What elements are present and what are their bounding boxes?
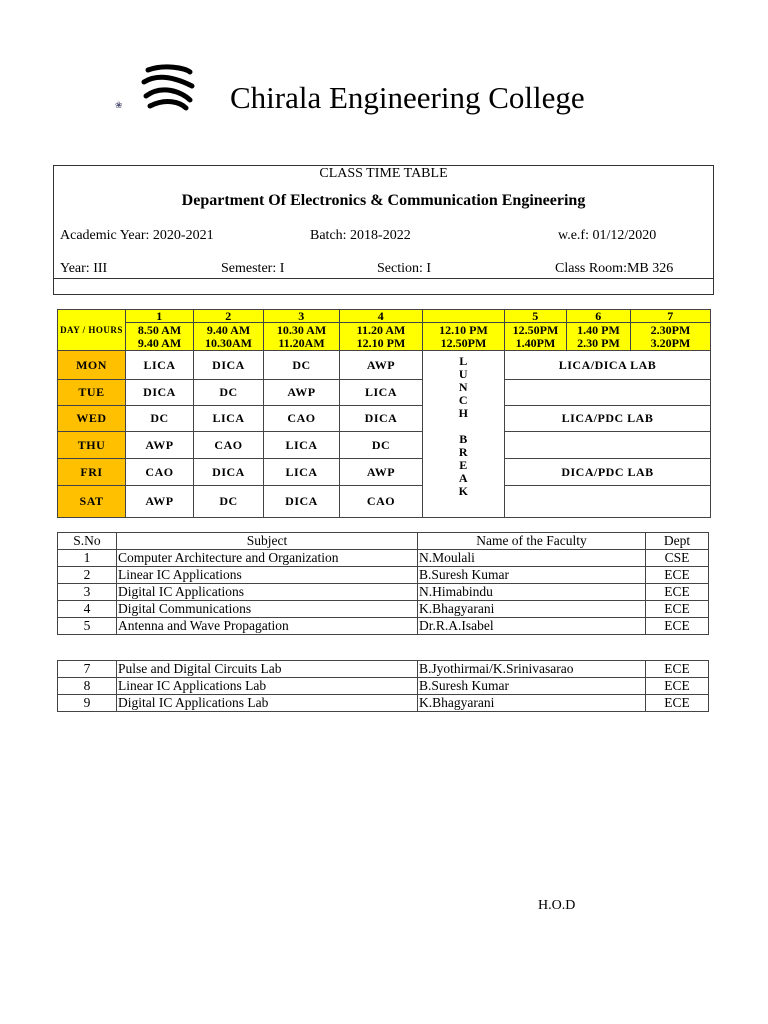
wef-date: w.e.f: 01/12/2020 xyxy=(558,228,657,243)
class-slot: CAO xyxy=(264,406,340,432)
serial-number: 8 xyxy=(58,678,117,695)
afternoon-lab xyxy=(505,380,711,406)
class-slot: DC xyxy=(340,432,423,459)
divider xyxy=(54,278,713,279)
dept: ECE xyxy=(646,695,709,712)
period-number: 1 xyxy=(126,310,194,323)
class-slot: AWP xyxy=(264,380,340,406)
column-header: S.No xyxy=(58,533,117,550)
header-box xyxy=(53,165,714,295)
department-name: Department Of Electronics & Communication Engineering xyxy=(181,192,586,209)
dept: ECE xyxy=(646,601,709,618)
dept: ECE xyxy=(646,584,709,601)
afternoon-lab: DICA/PDC LAB xyxy=(505,459,711,486)
day-row xyxy=(58,486,711,518)
faculty-name: K.Bhagyarani xyxy=(418,695,646,712)
period-start: 2.30PM xyxy=(650,322,691,337)
class-slot: LICA xyxy=(194,406,264,432)
class-slot: CAO xyxy=(126,459,194,486)
period-end: 1.40PM xyxy=(515,335,556,350)
table-row xyxy=(58,550,709,567)
class-slot: LICA xyxy=(340,380,423,406)
afternoon-lab: LICA/PDC LAB xyxy=(505,406,711,432)
subject-name: Digital IC Applications xyxy=(117,584,418,601)
faculty-name: B.Jyothirmai/K.Srinivasarao xyxy=(418,661,646,678)
class-slot: DC xyxy=(126,406,194,432)
semester: Semester: I xyxy=(221,261,285,276)
period-end: 9.40 AM xyxy=(137,335,182,350)
faculty-name: K.Bhagyarani xyxy=(418,601,646,618)
batch: Batch: 2018-2022 xyxy=(310,228,411,243)
period-start: 10.30 AM xyxy=(276,322,327,337)
serial-number: 2 xyxy=(58,567,117,584)
class-slot: DICA xyxy=(126,380,194,406)
faculty-name: N.Himabindu xyxy=(418,584,646,601)
period-start: 1.40 PM xyxy=(577,322,620,337)
period-time xyxy=(340,323,423,351)
year: Year: III xyxy=(60,261,108,276)
period-number: 4 xyxy=(340,310,423,323)
afternoon-lab xyxy=(505,432,711,459)
serial-number: 1 xyxy=(58,550,117,567)
dept: ECE xyxy=(646,678,709,695)
table-row xyxy=(58,584,709,601)
faculty-name: B.Suresh Kumar xyxy=(418,678,646,695)
period-time xyxy=(126,323,194,351)
table-row xyxy=(58,695,709,712)
subject-name: Linear IC Applications xyxy=(117,567,418,584)
day-label: THU xyxy=(58,432,126,459)
subject-name: Digital Communications xyxy=(117,601,418,618)
period-start: 9.40 AM xyxy=(206,322,251,337)
dept: CSE xyxy=(646,550,709,567)
class-slot: DC xyxy=(194,486,264,518)
serial-number: 9 xyxy=(58,695,117,712)
day-row xyxy=(58,459,711,486)
table-row xyxy=(58,618,709,635)
period-time xyxy=(423,323,505,351)
lunch-letter: H xyxy=(458,406,469,420)
subject-name: Antenna and Wave Propagation xyxy=(117,618,418,635)
class-slot: DC xyxy=(194,380,264,406)
timetable-grid xyxy=(57,309,711,518)
period-end: 12.10 PM xyxy=(356,335,406,350)
period-time xyxy=(264,323,340,351)
faculty-name: N.Moulali xyxy=(418,550,646,567)
lunch-letter: K xyxy=(458,484,469,498)
class-slot: DICA xyxy=(194,459,264,486)
class-slot: AWP xyxy=(126,432,194,459)
period-end: 11.20AM xyxy=(278,335,325,350)
faculty-name: B.Suresh Kumar xyxy=(418,567,646,584)
period-start: 8.50 AM xyxy=(137,322,182,337)
lunch-break xyxy=(423,351,505,518)
lunch-letter: R xyxy=(458,445,469,459)
period-number: 5 xyxy=(505,310,567,323)
class-room: Class Room:MB 326 xyxy=(555,261,674,276)
lunch-letter: A xyxy=(458,471,469,485)
day-label: FRI xyxy=(58,459,126,486)
dept: ECE xyxy=(646,567,709,584)
table-row xyxy=(58,567,709,584)
class-slot: AWP xyxy=(126,486,194,518)
period-time xyxy=(194,323,264,351)
hod-signature: H.O.D xyxy=(538,898,576,913)
lunch-letter: U xyxy=(458,367,469,381)
college-logo-icon xyxy=(140,62,200,112)
class-slot: CAO xyxy=(340,486,423,518)
afternoon-lab: LICA/DICA LAB xyxy=(505,351,711,380)
subject-name: Linear IC Applications Lab xyxy=(117,678,418,695)
day-row xyxy=(58,406,711,432)
period-start: 12.50PM xyxy=(512,322,559,337)
day-row xyxy=(58,432,711,459)
class-slot: DICA xyxy=(264,486,340,518)
day-row xyxy=(58,380,711,406)
table-row xyxy=(58,661,709,678)
period-time xyxy=(505,323,567,351)
section: Section: I xyxy=(377,261,432,276)
period-time xyxy=(567,323,631,351)
period-end: 10.30AM xyxy=(205,335,252,350)
day-label: WED xyxy=(58,406,126,432)
column-header: Name of the Faculty xyxy=(418,533,646,550)
period-start: 11.20 AM xyxy=(356,322,406,337)
college-name: Chirala Engineering College xyxy=(230,80,585,115)
period-number: 6 xyxy=(567,310,631,323)
subject-name: Digital IC Applications Lab xyxy=(117,695,418,712)
period-number: 3 xyxy=(264,310,340,323)
class-slot: LICA xyxy=(264,432,340,459)
faculty-name: Dr.R.A.Isabel xyxy=(418,618,646,635)
class-slot: LICA xyxy=(264,459,340,486)
lunch-letter: L xyxy=(459,354,468,368)
lunch-letter: E xyxy=(459,458,468,472)
serial-number: 7 xyxy=(58,661,117,678)
period-start: 12.10 PM xyxy=(439,322,488,337)
subject-faculty-table xyxy=(57,532,709,635)
timetable-title: CLASS TIME TABLE xyxy=(319,166,448,181)
day-label: TUE xyxy=(58,380,126,406)
class-slot: DC xyxy=(264,351,340,380)
class-slot: CAO xyxy=(194,432,264,459)
subject-name: Pulse and Digital Circuits Lab xyxy=(117,661,418,678)
day-label: MON xyxy=(58,351,126,380)
small-emblem-icon: ❀ xyxy=(115,100,123,110)
lunch-letter: N xyxy=(458,380,469,394)
period-time xyxy=(631,323,711,351)
day-label: SAT xyxy=(58,486,126,518)
lunch-letter: B xyxy=(459,432,468,446)
class-slot: AWP xyxy=(340,459,423,486)
serial-number: 4 xyxy=(58,601,117,618)
day-row xyxy=(58,351,711,380)
afternoon-lab xyxy=(505,486,711,518)
dept: ECE xyxy=(646,661,709,678)
lunch-letter: C xyxy=(458,393,469,407)
period-number: 7 xyxy=(631,310,711,323)
period-number xyxy=(423,310,505,323)
serial-number: 5 xyxy=(58,618,117,635)
class-slot: DICA xyxy=(340,406,423,432)
period-end: 3.20PM xyxy=(650,335,691,350)
table-row xyxy=(58,601,709,618)
column-header: Dept xyxy=(646,533,709,550)
serial-number: 3 xyxy=(58,584,117,601)
lab-faculty-table xyxy=(57,660,709,712)
period-end: 12.50PM xyxy=(440,335,487,350)
academic-year: Academic Year: 2020-2021 xyxy=(60,228,214,243)
day-hours-label: DAY / HOURS xyxy=(58,310,126,351)
class-slot: AWP xyxy=(340,351,423,380)
table-row xyxy=(58,678,709,695)
class-slot: LICA xyxy=(126,351,194,380)
period-end: 2.30 PM xyxy=(577,335,620,350)
column-header: Subject xyxy=(117,533,418,550)
period-number: 2 xyxy=(194,310,264,323)
subject-name: Computer Architecture and Organization xyxy=(117,550,418,567)
class-slot: DICA xyxy=(194,351,264,380)
dept: ECE xyxy=(646,618,709,635)
